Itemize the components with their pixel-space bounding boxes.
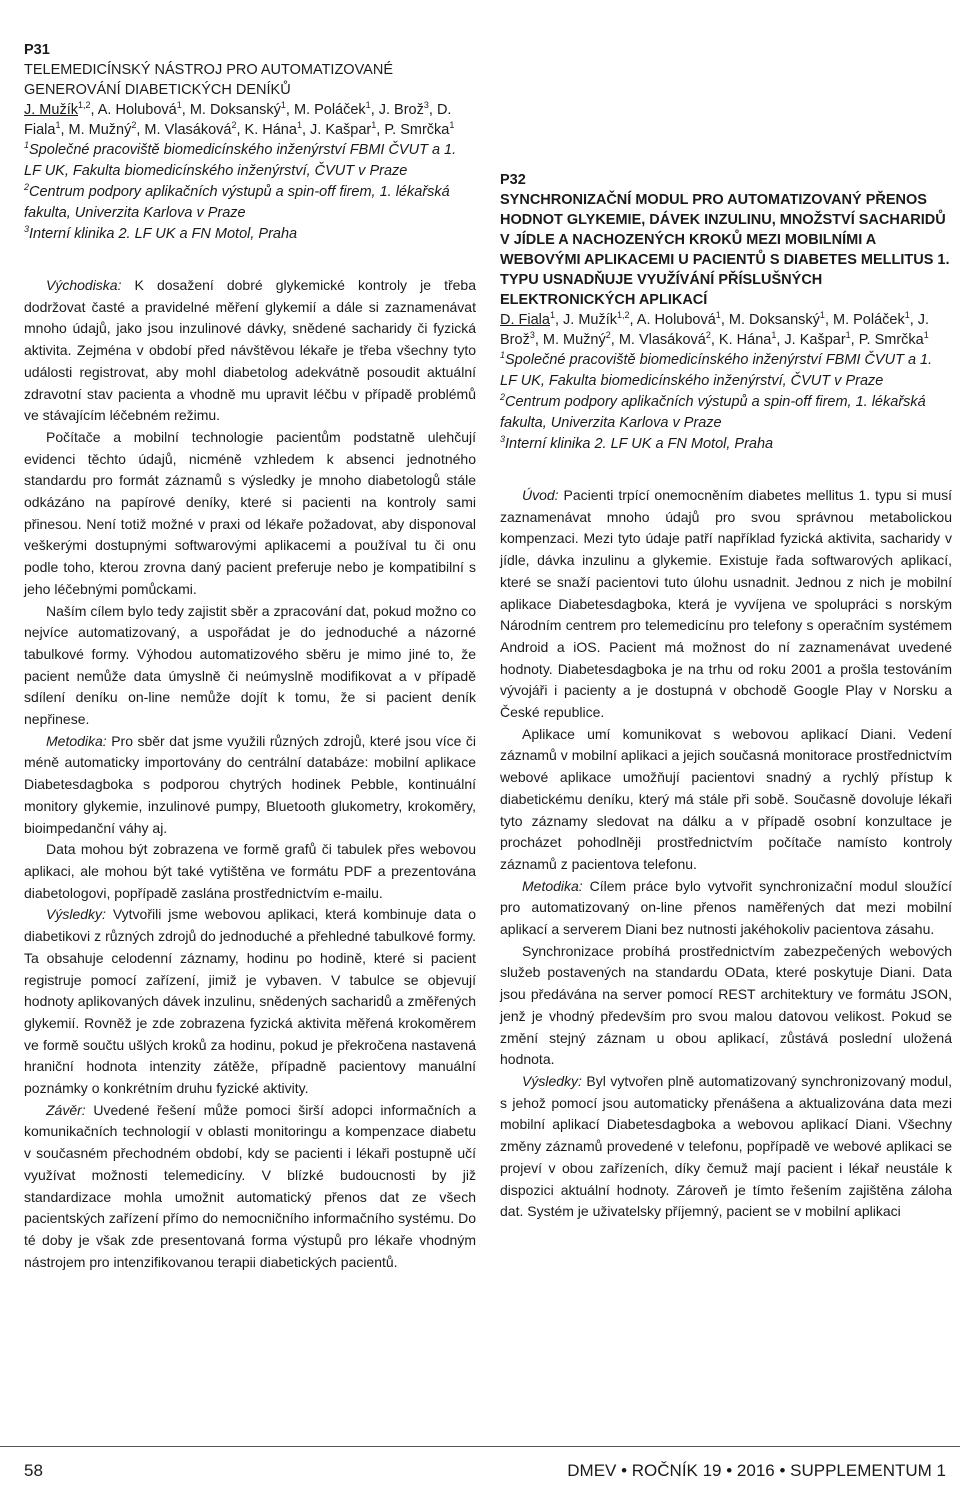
paragraph: Východiska: K dosažení dobré glykemické kontroly je třeba dodržovat časté a pravidelné měření glykemií a dále si zaznamenávat mnoho údajů, jako jsou inzulinové dávky, snědené sacharidy či fyzická aktivita. Zejména v období před návštěvou lékaře je třeba všechny tyto události registrovat, aby mohl diabetolog adekvátně posoudit aktuální zdravotní stav pacienta a vhodně mu upravit léčbu v případě problémů ve stávajícím léčebném režimu. <box>24 277 476 424</box>
abstract-p32 <box>500 40 952 1223</box>
section-label: Závěr: <box>46 1101 86 1118</box>
paragraph: Metodika: Cílem práce bylo vytvořit synchronizační modul sloužící pro automatizovaný on-line přenos naměřených dat mezi mobilní aplikací a serverem Diani bez nutnosti jakéhokoliv pacientova zásahu. <box>500 877 952 938</box>
author-affiliation-index: 1 <box>715 310 721 320</box>
paragraph: Naším cílem bylo tedy zajistit sběr a zpracování dat, pokud možno co nejvíce automatizovaný, a uspořádat je do jednoduché a názorné tabulkové formy. Výhodou automatizového sběru je mimo jiné to, že pacient nemůže data úmyslně či neúmyslně modifikovat a v případě sdílení deníku on-line nemůže dojít k tomu, že si pacient deník nepřinese. <box>24 602 476 728</box>
author-affiliation-index: 2 <box>131 120 137 130</box>
author-affiliation-index: 1,2 <box>617 310 630 320</box>
author-name: , P. Smrčka <box>376 122 450 138</box>
author-list-rest <box>500 312 929 348</box>
author-affiliation-index: 1 <box>904 310 910 320</box>
author-affiliation-index: 1 <box>819 310 825 320</box>
author-name: , K. Hána <box>710 332 772 348</box>
paragraph: Metodika: Pro sběr dat jsme využili různých zdrojů, které jsou více či méně automaticky importovány do centrální databáze: mobilní aplikace Diabetesdagboka s podporou chytrých hodinek Pebble, kontinuální monitory glykemie, inzulinové pumpy, Bluetooth glukometry, krokoměry, bioimpedanční váhy aj. <box>24 732 476 836</box>
author-name: , P. Smrčka <box>850 332 924 348</box>
affiliation: $^1$Společné pracoviště biomedicínského inženýrství FBMI ČVUT a 1. LF UK, Fakulta biomedicínského inženýrství, ČVUT v Praze <box>24 140 457 179</box>
paragraph: Výsledky: Byl vytvořen plně automatizovaný synchronizovaný modul, s jehož pomocí jsou automaticky přenášena a aktualizována data mezi mobilní aplikací Diabetesdagboka a webovou aplikací Diani. Všechny změny záznamů provedené v telefonu, popřípadě ve webové aplikaci se projeví v obou zařízeních, díky čemuž mají pacient i lékař neustále k dispozici aktuální hodnoty. Zároveň je tímto řešením zajištěna záloha dat. Systém je uživatelsky příjemný, pacient se v mobilní aplikaci <box>500 1072 952 1220</box>
author-name: , M. Vlasáková <box>610 332 706 348</box>
author-affiliation-index: 2 <box>705 330 711 340</box>
affiliation: $^2$Centrum podpory aplikačních výstupů a spin-off firem, 1. lékařská fakulta, Univerzita Karlova v Praze <box>500 392 926 431</box>
abstract-body <box>500 485 952 1223</box>
author-name: , M. Poláček <box>285 102 366 118</box>
author-name: , J. Brož <box>500 312 930 348</box>
author-name: , M. Doksanský <box>720 312 820 328</box>
paragraph: Aplikace umí komunikovat s webovou aplikací Diani. Vedení záznamů v mobilní aplikaci a jejich současná monitorace prostřednictvím webové aplikace umožňují pacientovi snadný a rychlý přístup k diabetickému deníku, který má stále při sobě. Současně dovoluje lékaři tyto záznamy sledovat na dálku a v případě osobní konzultace je procházet pohodlněji prostřednictvím počítače namísto kontroly záznamů z pacientova telefonu. <box>500 725 952 872</box>
affiliations <box>24 140 476 245</box>
section-label: Výsledky: <box>46 906 106 923</box>
journal-citation: DMEV • ROČNÍK 19 • 2016 • SUPPLEMENTUM 1 <box>567 1461 946 1480</box>
author-affiliation-index: 1 <box>845 330 851 340</box>
author-name: , J. Mužík <box>554 312 618 328</box>
section-label: Východiska: <box>46 277 122 293</box>
presenting-author: J. Mužík <box>24 102 78 118</box>
abstract-title: TELEMEDICÍNSKÝ NÁSTROJ PRO AUTOMATIZOVANÉ GENEROVÁNÍ DIABETICKÝCH DENÍKŮ <box>24 62 393 98</box>
author-name: , J. Kašpar <box>301 122 372 138</box>
author-affiliation-index: 2 <box>231 120 237 130</box>
affiliation: $^3$Interní klinika 2. LF UK a FN Motol, Praha <box>24 224 298 242</box>
author-name: , D. Fiala <box>24 102 452 138</box>
paragraph: Úvod: Pacienti trpící onemocněním diabetes mellitus 1. typu si musí zaznamenávat mnoho údajů pro svou správnou metabolickou kompenzaci. Mezi tyto údaje patří například fyzická aktivita, sacharidy v jídle, dávka inzulinu a glykemie. Existuje řada softwarových aplikací, které se snaží pacientovi tuto úlohu usnadnit. Jednou z nich je mobilní aplikace Diabetesdagboka, která je vyvíjena ve spolupráci s norským Národním centrem pro telemedicínu pro telefony s operačním systémem Android a iOS. Pacient má možnost do ní zaznamenávat uvedené hodnoty. Diabetesdagboka je na trhu od roku 2001 a prošla testováním vývojáři i pacienty a je dostupná v obchodě Google Play v Norsku a České republice. <box>500 487 952 721</box>
author-affiliation-index: 3 <box>423 100 429 110</box>
author-affiliation-index: 1 <box>449 120 455 130</box>
author-list: D. Fiala$^1$, J. Mužík$^{1,2}$, A. Holubová$^1$, M. Doksanský$^1$, M. Poláček$^1$, J. Brož$^3$, M. Mužný$^2$, M. Vlasáková$^2$, K. Hána$^1$, J. Kašpar$^1$, P. Smrčka$^1$ <box>500 310 930 348</box>
abstract-body <box>24 275 476 1273</box>
paragraph: Data mohou být zobrazena ve formě grafů či tabulek přes webovou aplikaci, ale mohou být také vytištěna ve formátu PDF a prezentována diabetologovi, popřípadě zaslána prostřednictvím e-mailu. <box>24 841 476 901</box>
affiliation: $^1$Společné pracoviště biomedicínského inženýrství FBMI ČVUT a 1. LF UK, Fakulta biomedicínského inženýrství, ČVUT v Praze <box>500 350 933 389</box>
author-affiliation-index: 1 <box>176 100 182 110</box>
author-affiliation-index: 3 <box>529 330 535 340</box>
abstract-p31 <box>24 40 476 1273</box>
author-name: , K. Hána <box>236 122 297 138</box>
author-list: J. Mužík$^{1,2}$, A. Holubová$^1$, M. Doksanský$^1$, M. Poláček$^1$, J. Brož$^3$, D. Fiala$^1$, M. Mužný$^2$, M. Vlasáková$^2$, K. Hána$^1$, J. Kašpar$^1$, P. Smrčka$^1$ <box>24 100 455 138</box>
author-affiliation-index: 1 <box>771 330 777 340</box>
author-affiliation-index: 1 <box>280 100 286 110</box>
affiliations <box>500 350 952 455</box>
author-name: , M. Doksanský <box>181 102 281 118</box>
paragraph: Počítače a mobilní technologie pacientům podstatně ulehčují evidenci těchto údajů, nicméně vzhledem k absenci jednotného standardu pro formát záznamů s výsledky je mnoho diabetologů stále odkázáno na papírové deníky, které si pacienti na kontroly sami přinesou. Není totiž možné v praxi od lékaře požadovat, aby disponoval veškerými dostupnými softwarovými aplikacemi a používal tu či onu podle toho, kterou zrovna daný pacient preferuje nebo je kompatibilní s jeho léčebnými pomůckami. <box>24 428 476 597</box>
paragraph: Závěr: Uvedené řešení může pomoci širší adopci informačních a komunikačních technologií v oblasti monitoringu a kompenzace diabetu v současném přechodném období, kdy se pacienti i lékaři postupně učí využívat možnosti telemedicíny. V blízké budoucnosti by již standardizace mohla umožnit automatický přenos dat ze všech pacientských zařízení přímo do nemocničního informačního systému. Do té doby je však zde presentovaná forma výstupů pro lékaře vhodným nástrojem pro intenzifikovanou terapii diabetických pacientů. <box>24 1101 476 1270</box>
author-name: , M. Poláček <box>824 312 905 328</box>
author-affiliation-index: 2 <box>605 330 611 340</box>
author-name: , M. Mužný <box>60 122 132 138</box>
section-label: Úvod: <box>522 487 559 503</box>
author-name: , J. Brož <box>370 102 424 118</box>
paragraph: Synchronizace probíhá prostřednictvím zabezpečených webových služeb postavených na standardu OData, které poskytuje Diani. Data jsou předávána na server pomocí REST architektury ve formátu JSON, jenž je vhodný především pro svou malou datovou velikost. Pokud se změní stejný záznam u obou aplikací, zůstává poslední uložená hodnota. <box>500 942 952 1068</box>
author-affiliation-index: 1 <box>296 120 302 130</box>
page-number: 58 <box>24 1461 43 1480</box>
author-name: , M. Vlasáková <box>136 122 232 138</box>
author-affiliation-index: 1 <box>365 100 371 110</box>
section-label: Metodika: <box>46 732 107 749</box>
footer-rule <box>0 1446 960 1447</box>
author-name: , M. Mužný <box>534 332 606 348</box>
author-affiliation-index: 1 <box>371 120 377 130</box>
presenting-author: D. Fiala <box>500 312 550 328</box>
author-name: , A. Holubová <box>629 312 716 328</box>
abstract-title: SYNCHRONIZAČNÍ MODUL PRO AUTOMATIZOVANÝ PŘENOS HODNOT GLYKEMIE, DÁVEK INZULINU, MNOŽSTVÍ SACHARIDŮ V JÍDLE A NACHOZENÝCH KROKŮ MEZI MOBILNÍMI A WEBOVÝMI APLIKACEMI U PACIENTŮ S DIABETES MELLITUS 1. TYPU USNADŇUJE VYUŽÍVÁNÍ PŘÍSLUŠNÝCH ELEKTRONICKÝCH APLIKACÍ <box>500 192 950 308</box>
affiliation: $^2$Centrum podpory aplikačních výstupů a spin-off firem, 1. lékařská fakulta, Univerzita Karlova v Praze <box>24 182 450 221</box>
author-name: , A. Holubová <box>90 102 177 118</box>
abstract-code: P32 <box>500 172 526 188</box>
author-affiliation-index: 1 <box>923 330 929 340</box>
author-affiliation-index: 1 <box>55 120 61 130</box>
section-label: Výsledky: <box>522 1072 582 1089</box>
section-label: Metodika: <box>522 877 583 894</box>
affiliation: $^3$Interní klinika 2. LF UK a FN Motol, Praha <box>500 434 774 452</box>
paragraph: Výsledky: Vytvořili jsme webovou aplikaci, která kombinuje data o diabetikovi z různých zdrojů do jednoduché a přehledné tabulkové formy. Ta obsahuje celodenní záznamy, hodinu po hodině, které si pacient registruje pomocí zařízení, jimiž je vybaven. V tabulce se objevují hodnoty aplikovaných dávek inzulinu, snědených sacharidů a změřených glykemií. Rovněž je zde zobrazena fyzická aktivita měřená krokoměrem ve formě součtu ušlých kroků za hodinu, pokud je překročena nastavená hraniční hodnota intenzity zátěže, případně pacientovy manuální poznámky o konkrétním druhu fyzické aktivity. <box>24 906 476 1097</box>
abstract-code: P31 <box>24 42 50 58</box>
author-name: , J. Kašpar <box>776 332 846 348</box>
